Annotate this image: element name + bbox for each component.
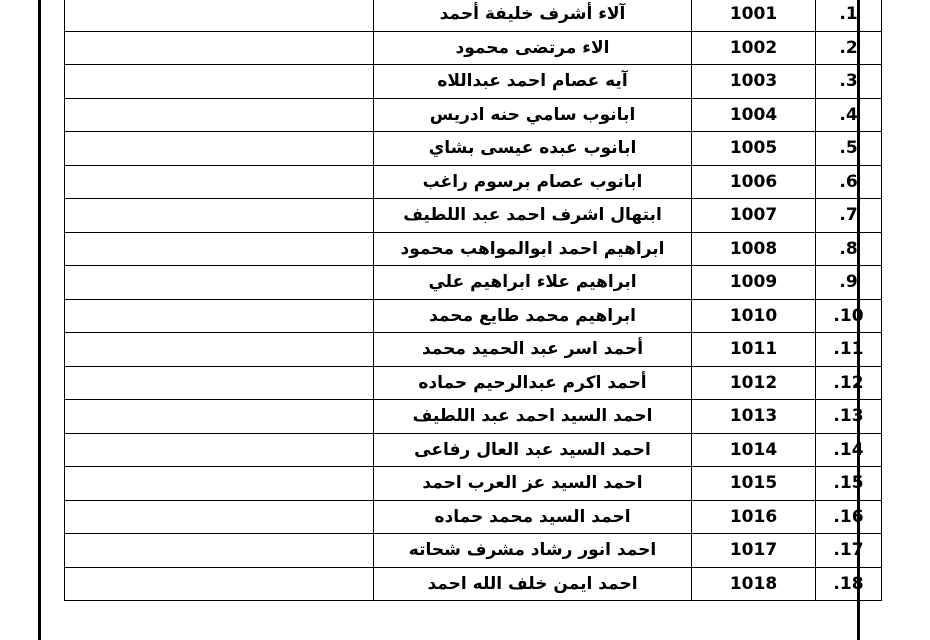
student-name: ابراهيم محمد طايع محمد bbox=[429, 305, 636, 326]
student-name: احمد ايمن خلف الله احمد bbox=[427, 573, 638, 594]
row-index-cell: 5. bbox=[816, 132, 882, 166]
seat-number-cell: 1009 bbox=[692, 266, 816, 300]
student-name-cell bbox=[374, 199, 692, 233]
table-row bbox=[65, 232, 882, 266]
blank-cell bbox=[65, 567, 374, 601]
blank-cell bbox=[65, 299, 374, 333]
blank-cell bbox=[65, 132, 374, 166]
table-row bbox=[65, 366, 882, 400]
student-name: احمد السيد عز العرب احمد bbox=[422, 473, 643, 494]
blank-cell bbox=[65, 400, 374, 434]
row-index-cell: 13. bbox=[816, 400, 882, 434]
blank-cell bbox=[65, 366, 374, 400]
row-index-cell: 17. bbox=[816, 534, 882, 568]
student-name-cell bbox=[374, 98, 692, 132]
seat-number-cell: 1007 bbox=[692, 199, 816, 233]
student-list-body bbox=[65, 0, 882, 601]
table-row bbox=[65, 165, 882, 199]
table-row bbox=[65, 199, 882, 233]
table-row bbox=[65, 333, 882, 367]
student-list-table bbox=[64, 0, 882, 601]
student-name-cell bbox=[374, 132, 692, 166]
table-row bbox=[65, 132, 882, 166]
blank-cell bbox=[65, 534, 374, 568]
student-name-cell bbox=[374, 433, 692, 467]
seat-number-cell: 1012 bbox=[692, 366, 816, 400]
table-row bbox=[65, 467, 882, 501]
student-name: ابراهيم احمد ابوالمواهب محمود bbox=[400, 238, 665, 259]
student-name: ابانوب سامي حنه ادريس bbox=[429, 104, 636, 125]
student-name: ابانوب عبده عيسى بشاي bbox=[428, 138, 637, 159]
blank-cell bbox=[65, 232, 374, 266]
seat-number-cell: 1006 bbox=[692, 165, 816, 199]
blank-cell bbox=[65, 165, 374, 199]
seat-number-cell: 1001 bbox=[692, 0, 816, 31]
student-name-cell bbox=[374, 333, 692, 367]
student-name: أحمد اسر عبد الحميد محمد bbox=[421, 339, 644, 360]
student-name: احمد السيد عبد العال رفاعى bbox=[414, 439, 651, 460]
row-index-cell: 15. bbox=[816, 467, 882, 501]
student-name-cell bbox=[374, 467, 692, 501]
seat-number-cell: 1011 bbox=[692, 333, 816, 367]
table-row bbox=[65, 433, 882, 467]
row-index-cell: 1. bbox=[816, 0, 882, 31]
row-index-cell: 9. bbox=[816, 266, 882, 300]
student-name-cell bbox=[374, 266, 692, 300]
student-name: ابراهيم علاء ابراهيم علي bbox=[428, 272, 637, 293]
table-row bbox=[65, 65, 882, 99]
student-name-cell bbox=[374, 299, 692, 333]
student-name: احمد انور رشاد مشرف شحاته bbox=[408, 540, 657, 561]
blank-cell bbox=[65, 467, 374, 501]
table-row bbox=[65, 299, 882, 333]
row-index-cell: 16. bbox=[816, 500, 882, 534]
student-name: ابانوب عصام برسوم راغب bbox=[422, 171, 643, 192]
table-row bbox=[65, 266, 882, 300]
row-index-cell: 18. bbox=[816, 567, 882, 601]
row-index-cell: 10. bbox=[816, 299, 882, 333]
student-name-cell bbox=[374, 0, 692, 31]
seat-number-cell: 1016 bbox=[692, 500, 816, 534]
student-name: آلاء أشرف خليفة أحمد bbox=[439, 4, 626, 25]
student-name-cell bbox=[374, 165, 692, 199]
blank-cell bbox=[65, 333, 374, 367]
seat-number-cell: 1018 bbox=[692, 567, 816, 601]
student-name-cell bbox=[374, 400, 692, 434]
seat-number-cell: 1004 bbox=[692, 98, 816, 132]
row-index-cell: 7. bbox=[816, 199, 882, 233]
student-name: احمد السيد محمد حماده bbox=[434, 506, 631, 527]
blank-cell bbox=[65, 199, 374, 233]
student-name-cell bbox=[374, 366, 692, 400]
student-name: آيه عصام احمد عبداللاه bbox=[437, 71, 628, 92]
row-index-cell: 12. bbox=[816, 366, 882, 400]
blank-cell bbox=[65, 500, 374, 534]
seat-number-cell: 1017 bbox=[692, 534, 816, 568]
row-index-cell: 11. bbox=[816, 333, 882, 367]
student-name-cell bbox=[374, 65, 692, 99]
table-row bbox=[65, 31, 882, 65]
table-row bbox=[65, 500, 882, 534]
table-row bbox=[65, 0, 882, 31]
blank-cell bbox=[65, 433, 374, 467]
student-name-cell bbox=[374, 500, 692, 534]
table-row bbox=[65, 98, 882, 132]
blank-cell bbox=[65, 65, 374, 99]
table-row bbox=[65, 400, 882, 434]
row-index-cell: 8. bbox=[816, 232, 882, 266]
student-name: احمد السيد احمد عبد اللطيف bbox=[412, 406, 653, 427]
student-name: ابتهال اشرف احمد عبد اللطيف bbox=[403, 205, 662, 226]
blank-cell bbox=[65, 266, 374, 300]
seat-number-cell: 1010 bbox=[692, 299, 816, 333]
seat-number-cell: 1013 bbox=[692, 400, 816, 434]
seat-number-cell: 1008 bbox=[692, 232, 816, 266]
table-row bbox=[65, 534, 882, 568]
student-name: الاء مرتضى محمود bbox=[455, 37, 610, 58]
blank-cell bbox=[65, 31, 374, 65]
seat-number-cell: 1014 bbox=[692, 433, 816, 467]
row-index-cell: 2. bbox=[816, 31, 882, 65]
row-index-cell: 3. bbox=[816, 65, 882, 99]
seat-number-cell: 1005 bbox=[692, 132, 816, 166]
seat-number-cell: 1002 bbox=[692, 31, 816, 65]
table-row bbox=[65, 567, 882, 601]
student-name: أحمد اكرم عبدالرحيم حماده bbox=[418, 372, 647, 393]
blank-cell bbox=[65, 0, 374, 31]
row-index-cell: 6. bbox=[816, 165, 882, 199]
student-name-cell bbox=[374, 567, 692, 601]
student-name-cell bbox=[374, 232, 692, 266]
blank-cell bbox=[65, 98, 374, 132]
student-name-cell bbox=[374, 31, 692, 65]
row-index-cell: 4. bbox=[816, 98, 882, 132]
student-name-cell bbox=[374, 534, 692, 568]
row-index-cell: 14. bbox=[816, 433, 882, 467]
seat-number-cell: 1003 bbox=[692, 65, 816, 99]
seat-number-cell: 1015 bbox=[692, 467, 816, 501]
